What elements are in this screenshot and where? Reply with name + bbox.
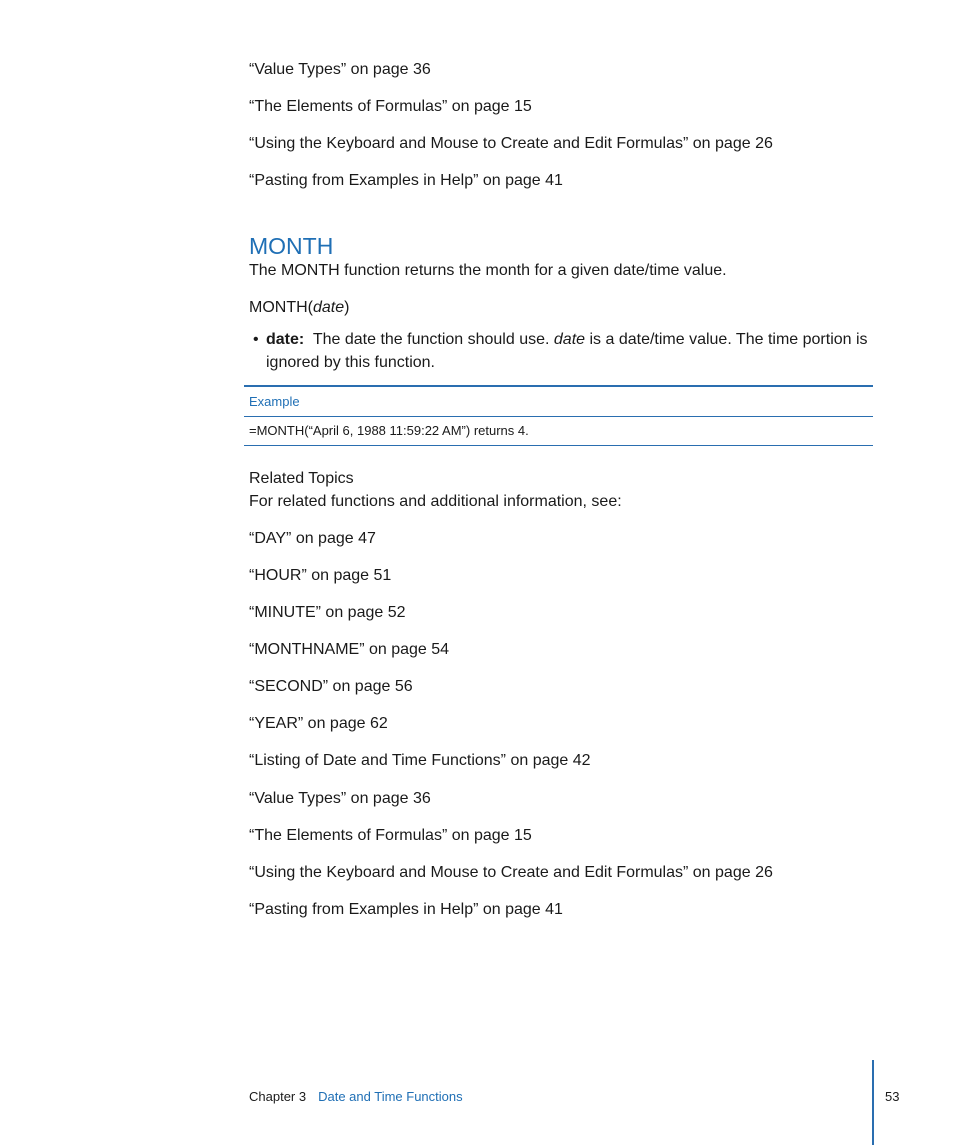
related-link[interactable]: “Pasting from Examples in Help” on page 41 xyxy=(249,901,563,918)
bullet-marker: • xyxy=(253,331,259,348)
related-link[interactable]: “Using the Keyboard and Mouse to Create and Edit Formulas” on page 26 xyxy=(249,864,773,881)
reference-link[interactable]: “Using the Keyboard and Mouse to Create and Edit Formulas” on page 26 xyxy=(249,135,773,152)
related-link[interactable]: “MONTHNAME” on page 54 xyxy=(249,641,450,658)
table-bottom-rule xyxy=(244,445,873,446)
function-description: The MONTH function returns the month for a given date/time value. xyxy=(249,262,727,279)
section-title: MONTH xyxy=(249,233,334,259)
related-link[interactable]: “YEAR” on page 62 xyxy=(249,715,388,732)
argument-term: date: xyxy=(266,331,305,348)
related-link[interactable]: “Value Types” on page 36 xyxy=(249,790,431,807)
example-table-header: Example xyxy=(249,394,300,409)
related-link[interactable]: “Listing of Date and Time Functions” on page 42 xyxy=(249,752,591,769)
related-link[interactable]: “MINUTE” on page 52 xyxy=(249,604,406,621)
footer-chapter-label: Chapter 3 xyxy=(249,1089,307,1104)
argument-text-b: is a date/time value. The time portion is ignored by this function. xyxy=(266,331,868,371)
footer-divider xyxy=(872,1060,874,1145)
argument-bullet xyxy=(249,328,869,374)
footer-chapter xyxy=(249,1088,463,1106)
footer-chapter-title[interactable]: Date and Time Functions xyxy=(318,1089,463,1104)
related-link[interactable]: “HOUR” on page 51 xyxy=(249,567,392,584)
table-row: =MONTH(“April 6, 1988 11:59:22 AM”) returns 4. xyxy=(249,423,529,438)
syntax-function-name: MONTH xyxy=(249,299,308,316)
reference-link[interactable]: “Value Types” on page 36 xyxy=(249,61,431,78)
syntax-open-paren: ( xyxy=(307,299,313,316)
argument-text-a: The date the function should use. xyxy=(304,331,554,348)
example-table xyxy=(244,385,873,446)
function-syntax xyxy=(249,298,349,318)
related-link[interactable]: “The Elements of Formulas” on page 15 xyxy=(249,827,532,844)
related-link[interactable]: “DAY” on page 47 xyxy=(249,530,376,547)
related-topics-intro: For related functions and additional information, see: xyxy=(249,493,622,510)
argument-inline-name: date xyxy=(553,331,586,348)
syntax-close-paren: ) xyxy=(344,299,350,316)
syntax-argument: date xyxy=(312,299,345,316)
related-link[interactable]: “SECOND” on page 56 xyxy=(249,678,413,695)
page-number: 53 xyxy=(885,1089,900,1104)
reference-link[interactable]: “The Elements of Formulas” on page 15 xyxy=(249,98,532,115)
reference-link[interactable]: “Pasting from Examples in Help” on page 41 xyxy=(249,172,563,189)
related-topics-heading: Related Topics xyxy=(249,470,354,487)
argument-description xyxy=(266,328,869,374)
